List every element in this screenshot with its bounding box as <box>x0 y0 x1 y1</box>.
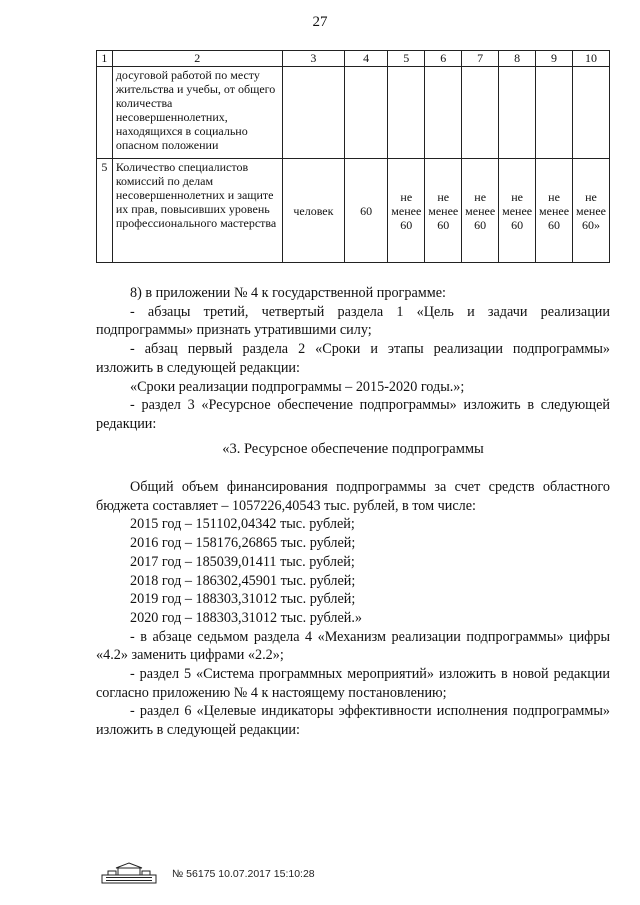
paragraph: - абзац первый раздела 2 «Сроки и этапы реализации подпрограммы» изложить в следующей редакции: <box>96 341 610 376</box>
year-line: 2017 год – 185039,01411 тыс. рублей; <box>130 553 355 570</box>
table-row <box>97 159 610 263</box>
table-cell <box>282 67 344 159</box>
paragraph: 8) в приложении № 4 к государственной программе: <box>130 285 446 301</box>
target-value-cell: не менее 60 <box>499 159 536 263</box>
target-value-cell: не менее 60 <box>462 159 499 263</box>
header-cell: 3 <box>282 51 344 67</box>
target-value-cell: не менее 60» <box>572 159 609 263</box>
indicator-text-cell: досуговой работой по месту жительства и учебы, от общего количества несовершеннолетних, находящихся в социально опасном положении <box>112 67 282 159</box>
year-line: 2019 год – 188303,31012 тыс. рублей; <box>130 591 356 608</box>
paragraph: - абзацы третий, четвертый раздела 1 «Цель и задачи реализации подпрограммы» признать утратившими силу; <box>96 303 610 339</box>
registration-stamp: № 56175 10.07.2017 15:10:28 <box>172 868 315 880</box>
table-row <box>97 67 610 159</box>
header-cell: 4 <box>345 51 388 67</box>
table-cell <box>345 67 388 159</box>
header-cell: 5 <box>388 51 425 67</box>
header-cell: 7 <box>462 51 499 67</box>
amendments-block <box>96 284 610 434</box>
table-cell <box>572 67 609 159</box>
table-cell <box>536 67 573 159</box>
funding-block <box>96 478 610 740</box>
paragraph: - раздел 6 «Целевые индикаторы эффективности исполнения подпрограммы» изложить в следующей редакции: <box>96 703 610 739</box>
paragraph: - в абзаце седьмом раздела 4 «Механизм реализации подпрограммы» цифры «4.2» заменить цифрами «2.2»; <box>96 628 610 664</box>
year-line: 2018 год – 186302,45901 тыс. рублей; <box>130 572 356 589</box>
year-line: 2016 год – 158176,26865 тыс. рублей; <box>130 535 356 552</box>
row-number-cell: 5 <box>97 159 113 263</box>
year-line: 2015 год – 151102,04342 тыс. рублей; <box>130 516 355 533</box>
paragraph: Общий объем финансирования подпрограммы за счет средств областного бюджета составляет – 1057226,40543 тыс. рублей, в том числе: <box>96 479 610 514</box>
header-cell: 8 <box>499 51 536 67</box>
table-cell <box>425 67 462 159</box>
base-value-cell: 60 <box>345 159 388 263</box>
year-line: 2020 год – 188303,31012 тыс. рублей.» <box>130 609 363 626</box>
target-value-cell: не менее 60 <box>536 159 573 263</box>
target-value-cell: не менее 60 <box>425 159 462 263</box>
header-cell: 6 <box>425 51 462 67</box>
table-cell <box>499 67 536 159</box>
paragraph: - раздел 5 «Система программных мероприятий» изложить в новой редакции согласно приложению № 4 к настоящему постановлению; <box>96 666 610 701</box>
paragraph: «Сроки реализации подпрограммы – 2015-2020 годы.»; <box>130 378 465 395</box>
table-header-row <box>97 51 610 67</box>
paragraph: - раздел 3 «Ресурсное обеспечение подпрограммы» изложить в следующей редакции: <box>96 397 610 432</box>
target-value-cell: не менее 60 <box>388 159 425 263</box>
section-heading: «3. Ресурсное обеспечение подпрограммы <box>222 441 484 457</box>
page-number: 27 <box>312 14 328 30</box>
header-cell: 10 <box>572 51 609 67</box>
building-seal-icon <box>100 862 158 884</box>
header-cell: 2 <box>112 51 282 67</box>
indicator-table <box>96 50 610 263</box>
indicator-text-cell: Количество специалистов комиссий по делам несовершеннолетних и защите их прав, повысивших уровень профессионального мастерства <box>112 159 282 263</box>
unit-cell: человек <box>282 159 344 263</box>
table-cell <box>462 67 499 159</box>
table-cell <box>388 67 425 159</box>
header-cell: 9 <box>536 51 573 67</box>
row-number-cell <box>97 67 113 159</box>
header-cell: 1 <box>97 51 113 67</box>
